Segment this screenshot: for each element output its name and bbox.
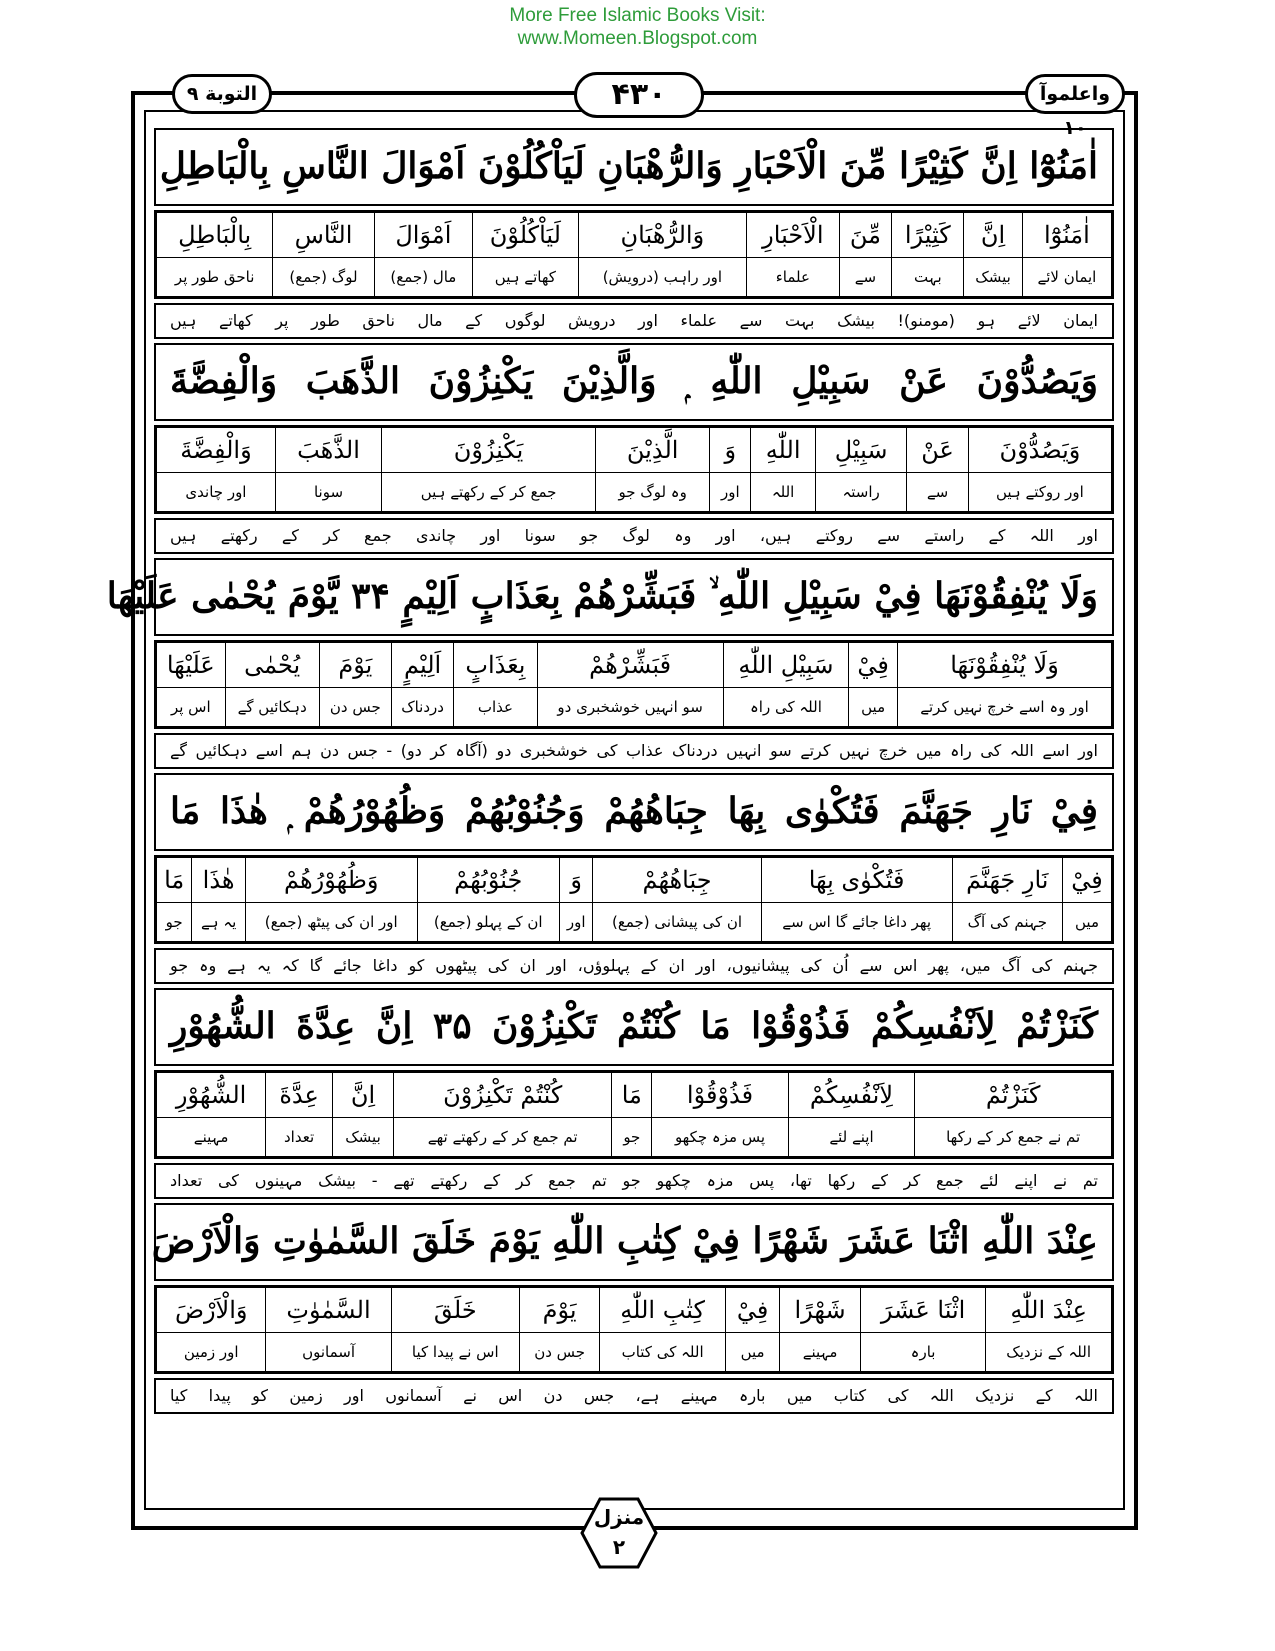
arabic-word: يَوْمَ	[520, 1288, 600, 1333]
word-meaning: اس پر	[157, 688, 226, 727]
verse-line: كَنَزْتُمْ لِاَنْفُسِكُمْ فَذُوْقُوْا مَا كُنْتُمْ تَكْنِزُوْنَ ۳۵ اِنَّ عِدَّةَ الشُّهُوْرِ	[170, 1005, 1098, 1047]
word-meaning: عذاب	[454, 688, 537, 727]
arabic-word: اٰمَنُوْٓا	[1022, 213, 1111, 258]
word-table	[154, 855, 1114, 944]
verse-section	[151, 1203, 1114, 1281]
arabic-word: فِيْ	[849, 643, 898, 688]
arabic-word: سَبِيْلِ	[815, 428, 906, 473]
arabic-words-row	[157, 858, 1112, 903]
word-meaning: اور	[710, 473, 751, 512]
word-meaning: اللہ کی راہ	[723, 688, 849, 727]
urdu-meanings-row	[157, 1333, 1112, 1372]
word-table	[154, 210, 1114, 299]
word-meaning: اللہ	[751, 473, 816, 512]
translation-line: اور اللہ کے راستے سے روکتے ہیں، اور وہ لوگ جو سونا اور چاندی جمع کر کے رکھتے ہیں	[170, 526, 1098, 545]
word-meaning: سو انہیں خوشخبری دو	[537, 688, 723, 727]
word-meaning: اور چاندی	[157, 473, 276, 512]
word-meaning: اور وہ اسے خرچ نہیں کرتے	[898, 688, 1112, 727]
verse-section	[154, 988, 1114, 1066]
arabic-word: وَ	[559, 858, 592, 903]
arabic-words-row	[157, 1288, 1112, 1333]
translation-block	[154, 733, 1114, 769]
manzil-number: ۲	[612, 1535, 626, 1559]
arabic-word: جُنُوْبُهُمْ	[417, 858, 559, 903]
promo-link-line-1[interactable]: More Free Islamic Books Visit:	[509, 5, 766, 26]
word-meaning: تعداد	[266, 1118, 333, 1157]
arabic-word: يَكْنِزُوْنَ	[382, 428, 596, 473]
urdu-meanings-row	[157, 903, 1112, 942]
verse-line: فِيْ نَارِ جَهَنَّمَ فَتُكْوٰى بِهَا جِبَاهُهُمْ وَجُنُوْبُهُمْ وَظُهُوْرُهُمْ ۭ هٰذَا مَا	[170, 790, 1098, 832]
arabic-words-row	[157, 213, 1112, 258]
arabic-word: بِالْبَاطِلِ	[157, 213, 273, 258]
word-meaning: جہنم کی آگ	[952, 903, 1062, 942]
translation-block	[154, 1378, 1114, 1414]
arabic-word: لَيَاْكُلُوْنَ	[473, 213, 578, 258]
word-meaning: مہینے	[157, 1118, 266, 1157]
arabic-word: الَّذِيْنَ	[596, 428, 710, 473]
word-meaning: تم جمع کر کے رکھتے تھے	[394, 1118, 612, 1157]
translation-block	[154, 1163, 1114, 1199]
translation-line: ایمان لائے ہو (مومنو)! بیشک بہت سے علماء اور درویش لوگوں کے مال ناحق طور پر کھاتے ہیں	[170, 311, 1098, 330]
urdu-meanings-row	[157, 1118, 1112, 1157]
word-meaning: اور ان کی پیٹھ (جمع)	[245, 903, 417, 942]
translation-block	[154, 518, 1114, 554]
arabic-word: كَنَزْتُمْ	[915, 1073, 1112, 1118]
verse-line: وَيَصُدُّوْنَ عَنْ سَبِيْلِ اللّٰهِ ۭ وَالَّذِيْنَ يَكْنِزُوْنَ الذَّهَبَ وَالْفِضَّةَ	[170, 360, 1098, 402]
word-meaning: دہکائیں گے	[225, 688, 319, 727]
word-meaning: سے	[839, 258, 892, 297]
verse-section	[154, 343, 1114, 421]
arabic-word: مِّنَ	[839, 213, 892, 258]
word-meaning: یہ ہے	[192, 903, 246, 942]
verse-section	[106, 558, 1114, 636]
translation-block	[154, 948, 1114, 984]
arabic-words-row	[157, 428, 1112, 473]
arabic-word: اَلِيْمٍ	[391, 643, 453, 688]
translation-line: اور اسے اللہ کی راہ میں خرچ نہیں کرتے سو انہیں دردناک عذاب کی خوشخبری دو (آگاہ کر دو) - جس دن ہم اسے دہکائیں گے	[170, 741, 1098, 760]
translation-block	[154, 303, 1114, 339]
arabic-word: كِتٰبِ اللّٰهِ	[600, 1288, 726, 1333]
arabic-word: بِعَذَابٍ	[454, 643, 537, 688]
word-meaning: وہ لوگ جو	[596, 473, 710, 512]
arabic-word: خَلَقَ	[391, 1288, 519, 1333]
word-meaning: لوگ (جمع)	[273, 258, 374, 297]
arabic-word: اللّٰهِ	[751, 428, 816, 473]
word-meaning: جس دن	[319, 688, 391, 727]
word-table	[154, 640, 1114, 729]
verse-section	[154, 128, 1114, 206]
word-meaning: مال (جمع)	[374, 258, 472, 297]
manzil-label: منزل	[593, 1505, 645, 1529]
translation-line: تم نے اپنے لئے جمع کر کے رکھا تھا، پس مزہ چکھو جو تم جمع کر کے رکھتے تھے - بیشک مہینوں کی تعداد	[170, 1171, 1098, 1190]
arabic-word: يَوْمَ	[319, 643, 391, 688]
word-meaning: جو	[612, 1118, 652, 1157]
arabic-word: الشُّهُوْرِ	[157, 1073, 266, 1118]
arabic-word: فَتُكْوٰى بِهَا	[761, 858, 952, 903]
word-table	[154, 425, 1114, 514]
arabic-word: فِيْ	[725, 1288, 779, 1333]
word-meaning: راستہ	[815, 473, 906, 512]
verse-line: وَلَا يُنْفِقُوْنَهَا فِيْ سَبِيْلِ اللّٰهِ ۙ فَبَشِّرْهُمْ بِعَذَابٍ اَلِيْمٍ ۳۴ يَّوْمَ يُحْمٰى عَلَيْهَا	[106, 575, 1098, 617]
word-meaning: اور روکتے ہیں	[968, 473, 1111, 512]
arabic-word: جِبَاهُهُمْ	[593, 858, 761, 903]
arabic-word: فَذُوْقُوْا	[652, 1073, 788, 1118]
word-meaning: علماء	[747, 258, 839, 297]
arabic-word: مَا	[157, 858, 192, 903]
arabic-word: وَالْفِضَّةَ	[157, 428, 276, 473]
arabic-word: لِاَنْفُسِكُمْ	[788, 1073, 915, 1118]
word-meaning: بیشک	[332, 1118, 393, 1157]
word-meaning: سونا	[275, 473, 381, 512]
word-meaning: بیشک	[964, 258, 1022, 297]
word-meaning: جس دن	[520, 1333, 600, 1372]
word-meaning: میں	[1063, 903, 1112, 942]
arabic-word: اِنَّ	[332, 1073, 393, 1118]
arabic-word: الْاَحْبَارِ	[747, 213, 839, 258]
urdu-meanings-row	[157, 473, 1112, 512]
urdu-meanings-row	[157, 688, 1112, 727]
arabic-word: فَبَشِّرْهُمْ	[537, 643, 723, 688]
arabic-word: وَالْاَرْضَ	[157, 1288, 266, 1333]
arabic-word: كَثِيْرًا	[892, 213, 964, 258]
arabic-word: هٰذَا	[192, 858, 246, 903]
word-table	[154, 1285, 1114, 1374]
verse-section	[154, 773, 1114, 851]
word-meaning: دردناک	[391, 688, 453, 727]
page-content	[106, 128, 1114, 1418]
word-meaning: اللہ کے نزدیک	[986, 1333, 1112, 1372]
arabic-word: شَهْرًا	[780, 1288, 861, 1333]
word-meaning: ناحق طور پر	[157, 258, 273, 297]
word-table	[154, 1070, 1114, 1159]
promo-link-line-2[interactable]: www.Momeen.Blogspot.com	[517, 28, 758, 49]
word-meaning: سے	[907, 473, 968, 512]
translation-line: اللہ کے نزدیک اللہ کی کتاب میں بارہ مہینے ہے، جس دن اس نے آسمانوں اور زمین کو پیدا کیا	[170, 1386, 1098, 1405]
arabic-word: نَارِ جَهَنَّمَ	[952, 858, 1062, 903]
arabic-word: اثْنَا عَشَرَ	[860, 1288, 985, 1333]
word-meaning: اللہ کی کتاب	[600, 1333, 726, 1372]
word-meaning: اور زمین	[157, 1333, 266, 1372]
word-meaning: اپنے لئے	[788, 1118, 915, 1157]
arabic-word: وَ	[710, 428, 751, 473]
arabic-word: عِدَّةَ	[266, 1073, 333, 1118]
arabic-words-row	[157, 643, 1112, 688]
arabic-words-row	[157, 1073, 1112, 1118]
page-number: ۴۳۰	[574, 72, 704, 118]
arabic-word: اَمْوَالَ	[374, 213, 472, 258]
para-name-label: واعلموآ ۱۰	[1025, 74, 1125, 114]
word-meaning: بارہ	[860, 1333, 985, 1372]
manzil-badge	[580, 1497, 658, 1569]
word-meaning: پھر داغا جائے گا اس سے	[761, 903, 952, 942]
word-meaning: جو	[157, 903, 192, 942]
word-meaning: جمع کر کے رکھتے ہیں	[382, 473, 596, 512]
arabic-word: عَنْ	[907, 428, 968, 473]
arabic-word: كُنْتُمْ تَكْنِزُوْنَ	[394, 1073, 612, 1118]
word-meaning: کھاتے ہیں	[473, 258, 578, 297]
word-meaning: ان کے پہلو (جمع)	[417, 903, 559, 942]
surah-name-label: التوبة ۹	[172, 74, 272, 114]
arabic-word: اِنَّ	[964, 213, 1022, 258]
arabic-word: وَلَا يُنْفِقُوْنَهَا	[898, 643, 1112, 688]
word-meaning: مہینے	[780, 1333, 861, 1372]
urdu-meanings-row	[157, 258, 1112, 297]
arabic-word: السَّمٰوٰتِ	[266, 1288, 391, 1333]
word-meaning: ایمان لائے	[1022, 258, 1111, 297]
word-meaning: اور	[559, 903, 592, 942]
arabic-word: عَلَيْهَا	[157, 643, 226, 688]
word-meaning: تم نے جمع کر کے رکھا	[915, 1118, 1112, 1157]
word-meaning: میں	[849, 688, 898, 727]
word-meaning: اور راہب (درویش)	[578, 258, 747, 297]
arabic-word: مَا	[612, 1073, 652, 1118]
translation-line: جہنم کی آگ میں، پھر اس سے اُن کی پیشانیوں، اور ان کے پہلوؤں، اور ان کی پیٹھوں کو داغا جائے گا کہ یہ ہے وہ جو	[170, 956, 1098, 975]
arabic-word: النَّاسِ	[273, 213, 374, 258]
arabic-word: عِنْدَ اللّٰهِ	[986, 1288, 1112, 1333]
word-meaning: آسمانوں	[266, 1333, 391, 1372]
word-meaning: ان کی پیشانی (جمع)	[593, 903, 761, 942]
arabic-word: يُحْمٰى	[225, 643, 319, 688]
arabic-word: وَظُهُوْرُهُمْ	[245, 858, 417, 903]
arabic-word: الذَّهَبَ	[275, 428, 381, 473]
word-meaning: میں	[725, 1333, 779, 1372]
arabic-word: فِيْ	[1063, 858, 1112, 903]
arabic-word: سَبِيْلِ اللّٰهِ	[723, 643, 849, 688]
verse-line: اٰمَنُوْٓا اِنَّ كَثِيْرًا مِّنَ الْاَحْبَارِ وَالرُّهْبَانِ لَيَاْكُلُوْنَ اَمْوَالَ النَّاسِ بِالْبَاطِلِ	[159, 145, 1098, 187]
arabic-word: وَالرُّهْبَانِ	[578, 213, 747, 258]
word-meaning: اس نے پیدا کیا	[391, 1333, 519, 1372]
arabic-word: وَيَصُدُّوْنَ	[968, 428, 1111, 473]
verse-line: عِنْدَ اللّٰهِ اثْنَا عَشَرَ شَهْرًا فِيْ كِتٰبِ اللّٰهِ يَوْمَ خَلَقَ السَّمٰوٰتِ وَالْاَرْضَ	[151, 1220, 1098, 1262]
word-meaning: پس مزہ چکھو	[652, 1118, 788, 1157]
word-meaning: بہت	[892, 258, 964, 297]
